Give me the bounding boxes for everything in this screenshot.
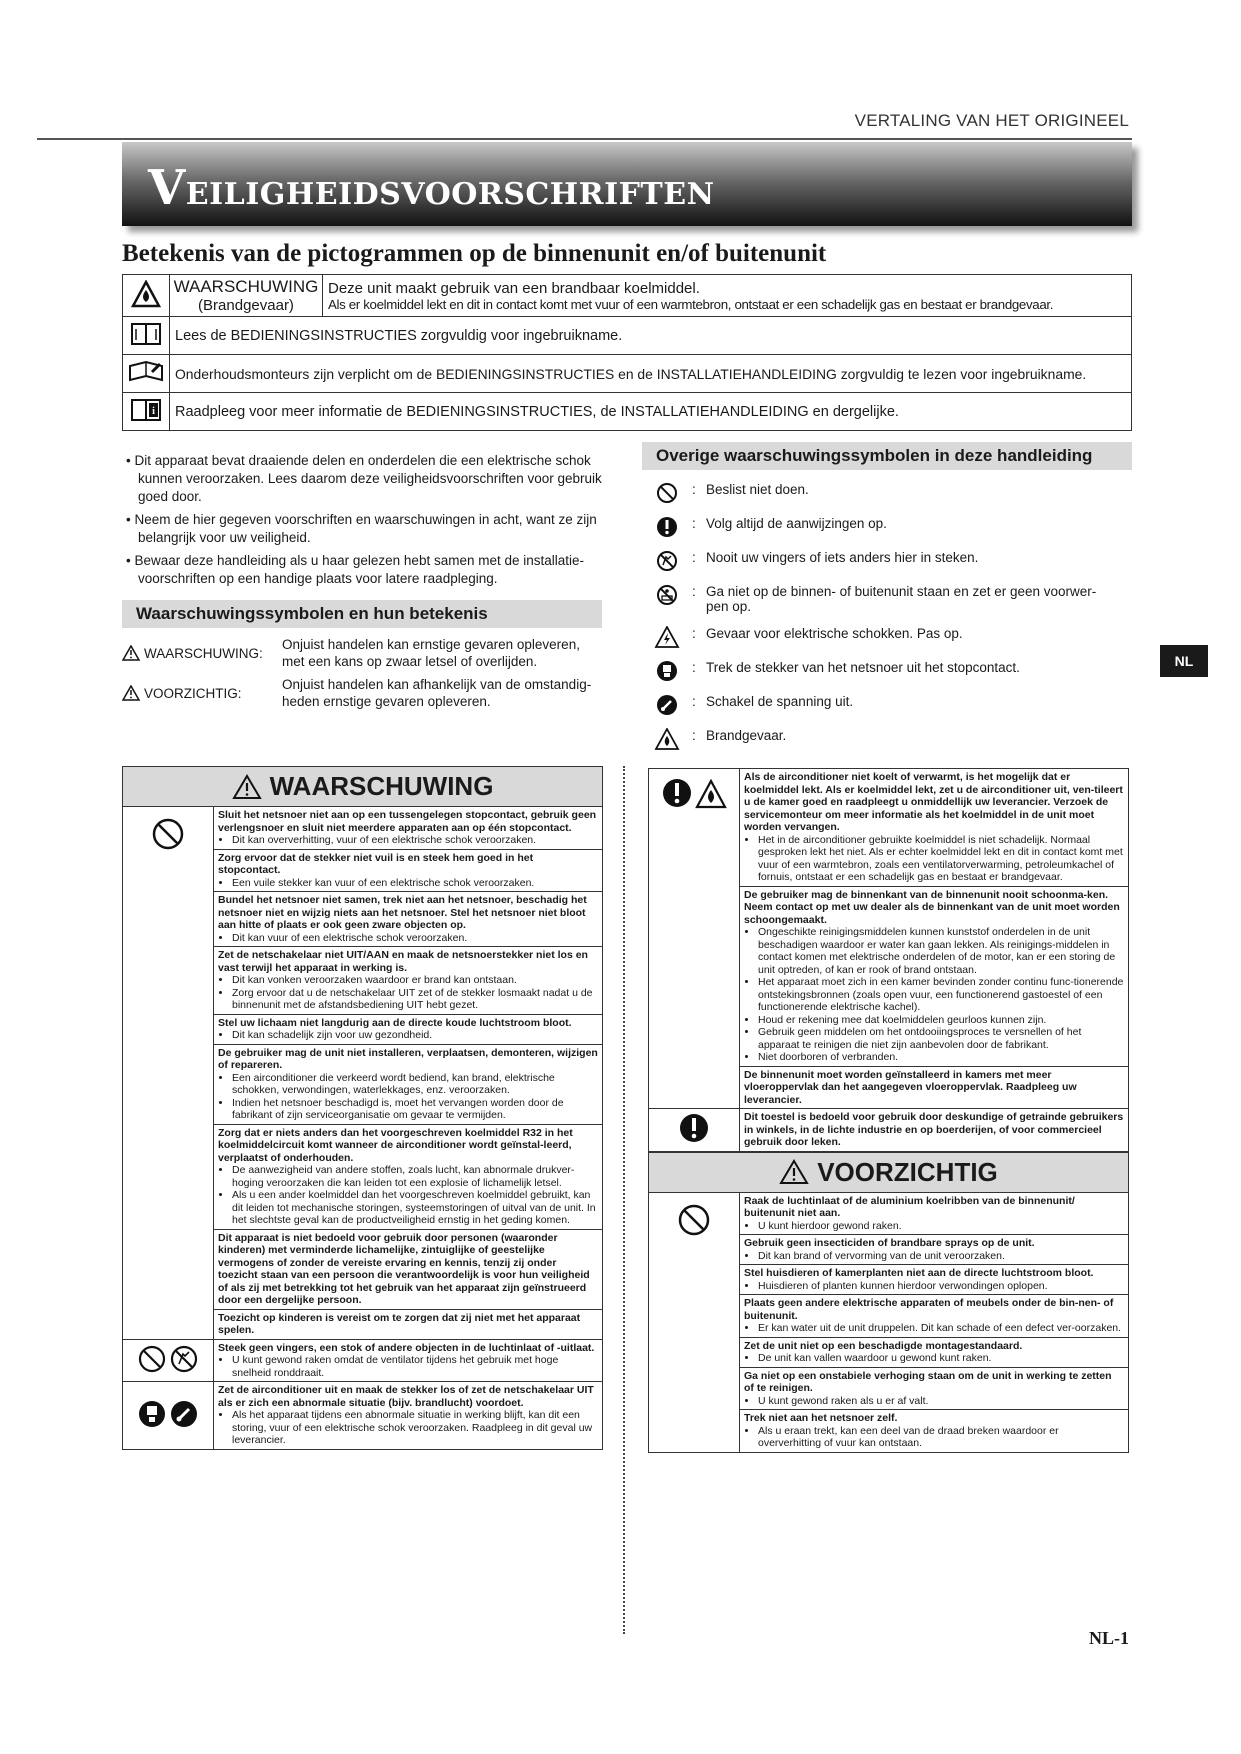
warning-line1: Deze unit maakt gebruik van een brandbaar koelmiddel. bbox=[328, 279, 700, 297]
other-symbols-list bbox=[650, 482, 1120, 762]
warning-rule: Zorg dat er niets anders dan het voorgeschreven koelmiddel R32 in het koelmiddelcircuit komt wanneer de airconditioner wordt geïnstal-leerd, verplaatst of onderhouden. • De aanwezigheid van andere stoffen, zoals lucht, kan abnormale drukver-hoging veroorzaken die kan leiden tot een explosie of lichamelijk letsel. • Als u een ander koelmiddel dan het voorgeschreven koelmiddel gebruikt, kan dit leiden tot mechanische storingen, systeemstoringen of uitval van de unit. In het slechtste geval kan de productveiligheid ernstig in het geding komen. bbox=[214, 1124, 603, 1229]
warning-symbols-list bbox=[122, 636, 602, 716]
symbol-text: Brandgevaar. bbox=[706, 728, 787, 743]
warning-symbol-label: WAARSCHUWING: bbox=[144, 645, 263, 661]
symbol-text: Nooit uw vingers of iets anders hier in steken. bbox=[706, 550, 979, 565]
caution-symbol-label: VOORZICHTIG: bbox=[144, 685, 242, 701]
symbol-text: Ga niet op de binnen- of buitenunit staan en zet er geen voorwer-pen op. bbox=[706, 584, 1097, 614]
power-off-icon bbox=[169, 1399, 199, 1429]
symbol-row: : Ga niet op de binnen- of buitenunit staan en zet er geen voorwer-pen op. bbox=[650, 584, 1120, 614]
page-title bbox=[148, 160, 715, 216]
manual-icon bbox=[130, 321, 162, 347]
voorzichtig-title: VOORZICHTIG bbox=[648, 1152, 1129, 1192]
unplug-icon bbox=[137, 1399, 167, 1429]
symbol-text: Beslist niet doen. bbox=[706, 482, 809, 497]
symbol-text: Trek de stekker van het netsnoer uit het stopcontact. bbox=[706, 660, 1020, 675]
mandatory-icon bbox=[678, 1112, 710, 1144]
title-initial: V bbox=[148, 160, 186, 216]
warning-text-cell bbox=[323, 275, 1132, 317]
warning-rule: Dit toestel is bedoeld voor gebruik door deskundige of getrainde gebruikers in winkels, in de lichte industrie en op boerderijen, of voor commercieel gebruik door leken. bbox=[740, 1109, 1129, 1152]
intro-bullet: • Neem de hier gegeven voorschriften en waarschuwingen in acht, want ze zijn belangrijk voor uw veiligheid. bbox=[126, 512, 597, 545]
column-divider bbox=[623, 766, 625, 1634]
warning-rule: Als de airconditioner niet koelt of verwarmt, is het mogelijk dat er koelmiddel lekt. Als er koelmiddel lekt, zet u de airconditioner uit, ven-tileert u de kamer goed en raadpleegt u onmiddellijk uw leverancier. Verzoek de servicemonteur om meer informatie als het koelmiddel in de unit moet worden vervangen. • Het in de airconditioner gebruikte koelmiddel is niet schadelijk. Normaal gesproken lekt het niet. Als er echter koelmiddel lekt en dit in contact komt met vuur of een warmtebron, zoals een ventilatorverwarming, petroleumkachel of fornuis, ontstaat er een schadelijk gas en bestaat er brandgevaar. bbox=[740, 769, 1129, 887]
right-warning-box bbox=[648, 768, 1129, 1453]
caution-triangle-icon bbox=[122, 685, 140, 701]
caution-rule: Raak de luchtinlaat of de aluminium koelribben van de binnenunit/ buitenunit niet aan. • U kunt hierdoor gewond raken. bbox=[740, 1192, 1129, 1235]
electric-shock-icon bbox=[654, 626, 680, 648]
pictogram-table bbox=[122, 274, 1132, 431]
caution-symbol-text: Onjuist handelen kan afhankelijk van de omstandig-heden ernstige gevaren opleveren. bbox=[282, 677, 592, 709]
symbol-row: : Brandgevaar. bbox=[650, 728, 1120, 750]
symbol-text: Schakel de spanning uit. bbox=[706, 694, 854, 709]
warning-triangle-icon bbox=[232, 774, 262, 800]
mandatory-icon bbox=[661, 777, 693, 809]
translation-note: VERTALING VAN HET ORIGINEEL bbox=[854, 111, 1129, 130]
caution-rule: Gebruik geen insecticiden of brandbare sprays op de unit. • Dit kan brand of vervorming van de unit veroorzaken. bbox=[740, 1235, 1129, 1265]
warning-rule: Dit apparaat is niet bedoeld voor gebruik door personen (waaronder kinderen) met verminderde lichamelijke, zintuiglijke of geestelijke vermogens of zonder de vereiste ervaring en kennis, tenzij zij onder toezicht staan van een persoon die verantwoordelijk is voor hun veiligheid of als zij met betrekking tot het gebruik van het apparaat zijn geïnstrueerd door een dergelijke persoon. bbox=[214, 1229, 603, 1309]
svg-text:i: i bbox=[152, 405, 155, 417]
waarschuwing-box bbox=[122, 766, 603, 1450]
caution-triangle-icon bbox=[779, 1159, 809, 1185]
language-tab: NL bbox=[1160, 645, 1208, 677]
warning-sub: (Brandgevaar) bbox=[198, 296, 294, 314]
warning-rule: Zet de airconditioner uit en maak de stekker los of zet de netschakelaar UIT als er zich een abnormale situatie (bijv. brandlucht) voordoet. • Als het apparaat tijdens een abnormale situatie in werking blijft, kan dit een storing, vuur of een elektrische schok veroorzaken. Raadpleeg in dit geval uw leverancier. bbox=[214, 1382, 603, 1450]
warning-rule: Steek geen vingers, een stok of andere objecten in de luchtinlaat of -uitlaat. • U kunt gewond raken omdat de ventilator tijdens het gebruik met hoge snelheid ronddraait. bbox=[214, 1339, 603, 1382]
warning-symbol-row bbox=[122, 636, 602, 670]
voorzichtig-table bbox=[648, 1192, 1129, 1453]
fire-icon bbox=[654, 728, 680, 750]
prohibited-icon bbox=[151, 817, 185, 851]
power-off-icon bbox=[654, 694, 680, 716]
symbol-text: Gevaar voor elektrische schokken. Pas op. bbox=[706, 626, 963, 641]
caution-rule: Ga niet op een onstabiele verhoging staan om de unit in werking te zetten of te reinigen. • U kunt gewond raken als u er af valt. bbox=[740, 1367, 1129, 1410]
intro-bullet: • Dit apparaat bevat draaiende delen en onderdelen die een elektrische schok kunnen veroorzaken. Lees daarom deze veiligheidsvoorschriften voor gebruik goed door. bbox=[126, 453, 602, 504]
symbol-row: : Gevaar voor elektrische schokken. Pas op. bbox=[650, 626, 1120, 648]
caution-rule: Trek niet aan het netsnoer zelf. • Als u eraan trekt, kan een deel van de draad breken waardoor er oververhitting of vuur kan ontstaan. bbox=[740, 1410, 1129, 1453]
caution-rule: Plaats geen andere elektrische apparaten of meubels onder de bin-nen- of buitenunit. • Er kan water uit de unit druppelen. Dit kan schade of een defect ver-oorzaken. bbox=[740, 1295, 1129, 1338]
more-info-text: Raadpleeg voor meer informatie de BEDIENINGSINSTRUCTIES, de INSTALLATIEHANDLEIDING en dergelijke. bbox=[170, 393, 1132, 431]
symbol-row: : Volg altijd de aanwijzingen op. bbox=[650, 516, 1120, 538]
intro-bullets bbox=[122, 452, 612, 593]
unplug-icon bbox=[654, 660, 680, 682]
fire-icon bbox=[695, 779, 727, 809]
no-standing-icon bbox=[654, 584, 680, 606]
warning-rule: De gebruiker mag de binnenkant van de binnenunit nooit schoonma-ken. Neem contact op met uw dealer als de binnenkant van de unit moet worden schoongemaakt. • Ongeschikte reinigingsmiddelen kunnen kunststof onderdelen in de unit beschadigen waardoor er water kan gaan lekken. Als reinigings-middelen in contact komen met elektrische onderdelen of de motor, kan er een storing de unit optreden, of kan er rook of brand ontstaan. • Het apparaat moet zich in een kamer bevinden zonder continu func-tionerende ontstekingsbronnen (zoals open vuur, een functionerend gastoestel of een functionerende elektrische kachel). • Houd er rekening mee dat koelmiddelen geurloos kunnen zijn. • Gebruik geen middelen om het ontdooiingsproces te versnellen of het apparaat te reinigen die niet zijn aanbevolen door de fabrikant. • Niet doorboren of verbranden. bbox=[740, 886, 1129, 1066]
no-fingers-icon bbox=[654, 550, 680, 572]
other-symbols-title: Overige waarschuwingssymbolen in deze handleiding bbox=[642, 442, 1132, 470]
title-rest: EILIGHEIDSVOORSCHRIFTEN bbox=[185, 177, 715, 212]
caution-rule: Stel huisdieren of kamerplanten niet aan de directe luchtstroom bloot. • Huisdieren of planten kunnen hierdoor verwondingen oplopen. bbox=[740, 1265, 1129, 1295]
warning-rule: Toezicht op kinderen is vereist om te zorgen dat zij niet met het apparaat spelen. bbox=[214, 1309, 603, 1339]
service-instructions-text: Onderhoudsmonteurs zijn verplicht om de BEDIENINGSINSTRUCTIES en de INSTALLATIEHANDLEIDING zorgvuldig te lezen voor ingebruikname. bbox=[170, 355, 1132, 393]
symbol-text: Volg altijd de aanwijzingen op. bbox=[706, 516, 887, 531]
section-title: Betekenis van de pictogrammen op de binnenunit en/of buitenunit bbox=[122, 240, 827, 267]
fire-warning-icon bbox=[131, 280, 161, 308]
warning-label: WAARSCHUWING bbox=[173, 276, 319, 296]
warning-rule: Stel uw lichaam niet langdurig aan de directe koude luchtstroom bloot. • Dit kan schadelijk zijn voor uw gezondheid. bbox=[214, 1014, 603, 1044]
prohibited-icon bbox=[137, 1344, 167, 1374]
header-rule bbox=[37, 138, 1132, 140]
info-manual-icon bbox=[130, 397, 162, 423]
symbol-row: : Nooit uw vingers of iets anders hier in steken. bbox=[650, 550, 1120, 572]
prohibited-icon bbox=[677, 1203, 711, 1237]
warning-rule: Zorg ervoor dat de stekker niet vuil is en steek hem goed in het stopcontact. • Een vuile stekker kan vuur of een elektrische schok veroorzaken. bbox=[214, 849, 603, 892]
service-manual-icon bbox=[128, 360, 164, 384]
warning-rule: De gebruiker mag de unit niet installeren, verplaatsen, demonteren, wijzigen of repareren. • Een airconditioner die verkeerd wordt bediend, kan brand, elektrische schokken, verwondingen, waterlekkages, enz. veroorzaken. • Indien het netsnoer beschadigd is, moet het vervangen worden door de fabrikant of zijn serviceorganisatie om gevaar te vermijden. bbox=[214, 1044, 603, 1124]
warning-line2: Als er koelmiddel lekt en dit in contact komt met vuur of een warmtebron, ontstaat er een schadelijk gas en bestaat er brandgevaar. bbox=[328, 296, 1054, 312]
waarschuwing-title: WAARSCHUWING bbox=[122, 766, 603, 806]
symbol-row: : Trek de stekker van het netsnoer uit het stopcontact. bbox=[650, 660, 1120, 682]
warning-triangle-icon bbox=[122, 645, 140, 661]
warning-rule: Sluit het netsnoer niet aan op een tussengelegen stopcontact, gebruik geen verlengsnoer en sluit niet meerdere apparaten aan op één stopcontact. • Dit kan oververhitting, vuur of een elektrische schok veroorzaken. bbox=[214, 807, 603, 850]
warning-rule: Zet de netschakelaar niet UIT/AAN en maak de netsnoerstekker niet los en vast terwijl het apparaat in werking is. • Dit kan vonken veroorzaken waardoor er brand kan ontstaan. • Zorg ervoor dat u de netschakelaar UIT zet of de stekker losmaakt nadat u de binnenunit met de afstandsbediening UIT hebt gezet. bbox=[214, 947, 603, 1015]
symbol-row: : Schakel de spanning uit. bbox=[650, 694, 1120, 716]
symbol-row: : Beslist niet doen. bbox=[650, 482, 1120, 504]
warning-symbol-text: Onjuist handelen kan ernstige gevaren opleveren, met een kans op zwaar letsel of overlijden. bbox=[282, 637, 580, 669]
prohibited-icon bbox=[654, 482, 680, 504]
read-instructions-text: Lees de BEDIENINGSINSTRUCTIES zorgvuldig voor ingebruikname. bbox=[170, 317, 1132, 355]
fire-warning-cell bbox=[123, 275, 170, 317]
caution-rule: Zet de unit niet op een beschadigde montagestandaard. • De unit kan vallen waardoor u gewond kunt raken. bbox=[740, 1337, 1129, 1367]
warning-symbols-title: Waarschuwingssymbolen en hun betekenis bbox=[122, 600, 602, 628]
caution-symbol-row bbox=[122, 676, 602, 710]
waarschuwing-table bbox=[122, 806, 603, 1450]
mandatory-icon bbox=[654, 516, 680, 538]
warning-label-cell bbox=[170, 275, 323, 317]
no-fingers-icon bbox=[169, 1344, 199, 1374]
warning-rule: De binnenunit moet worden geïnstalleerd in kamers met meer vloeroppervlak dan het aangegeven vloeroppervlak. Raadpleeg uw leverancier. bbox=[740, 1066, 1129, 1109]
page-number: NL-1 bbox=[1089, 1628, 1129, 1648]
right-warning-table bbox=[648, 768, 1129, 1152]
warning-rule: Bundel het netsnoer niet samen, trek niet aan het netsnoer, beschadig het netsnoer niet en wijzig niets aan het netsnoer. Stel het netsnoer niet bloot aan hitte of plaats er ook geen zware objecten op. • Dit kan vuur of een elektrische schok veroorzaken. bbox=[214, 892, 603, 947]
intro-bullet: • Bewaar deze handleiding als u haar gelezen hebt samen met de installatie-voorschriften op een handige plaats voor latere raadpleging. bbox=[126, 553, 585, 586]
